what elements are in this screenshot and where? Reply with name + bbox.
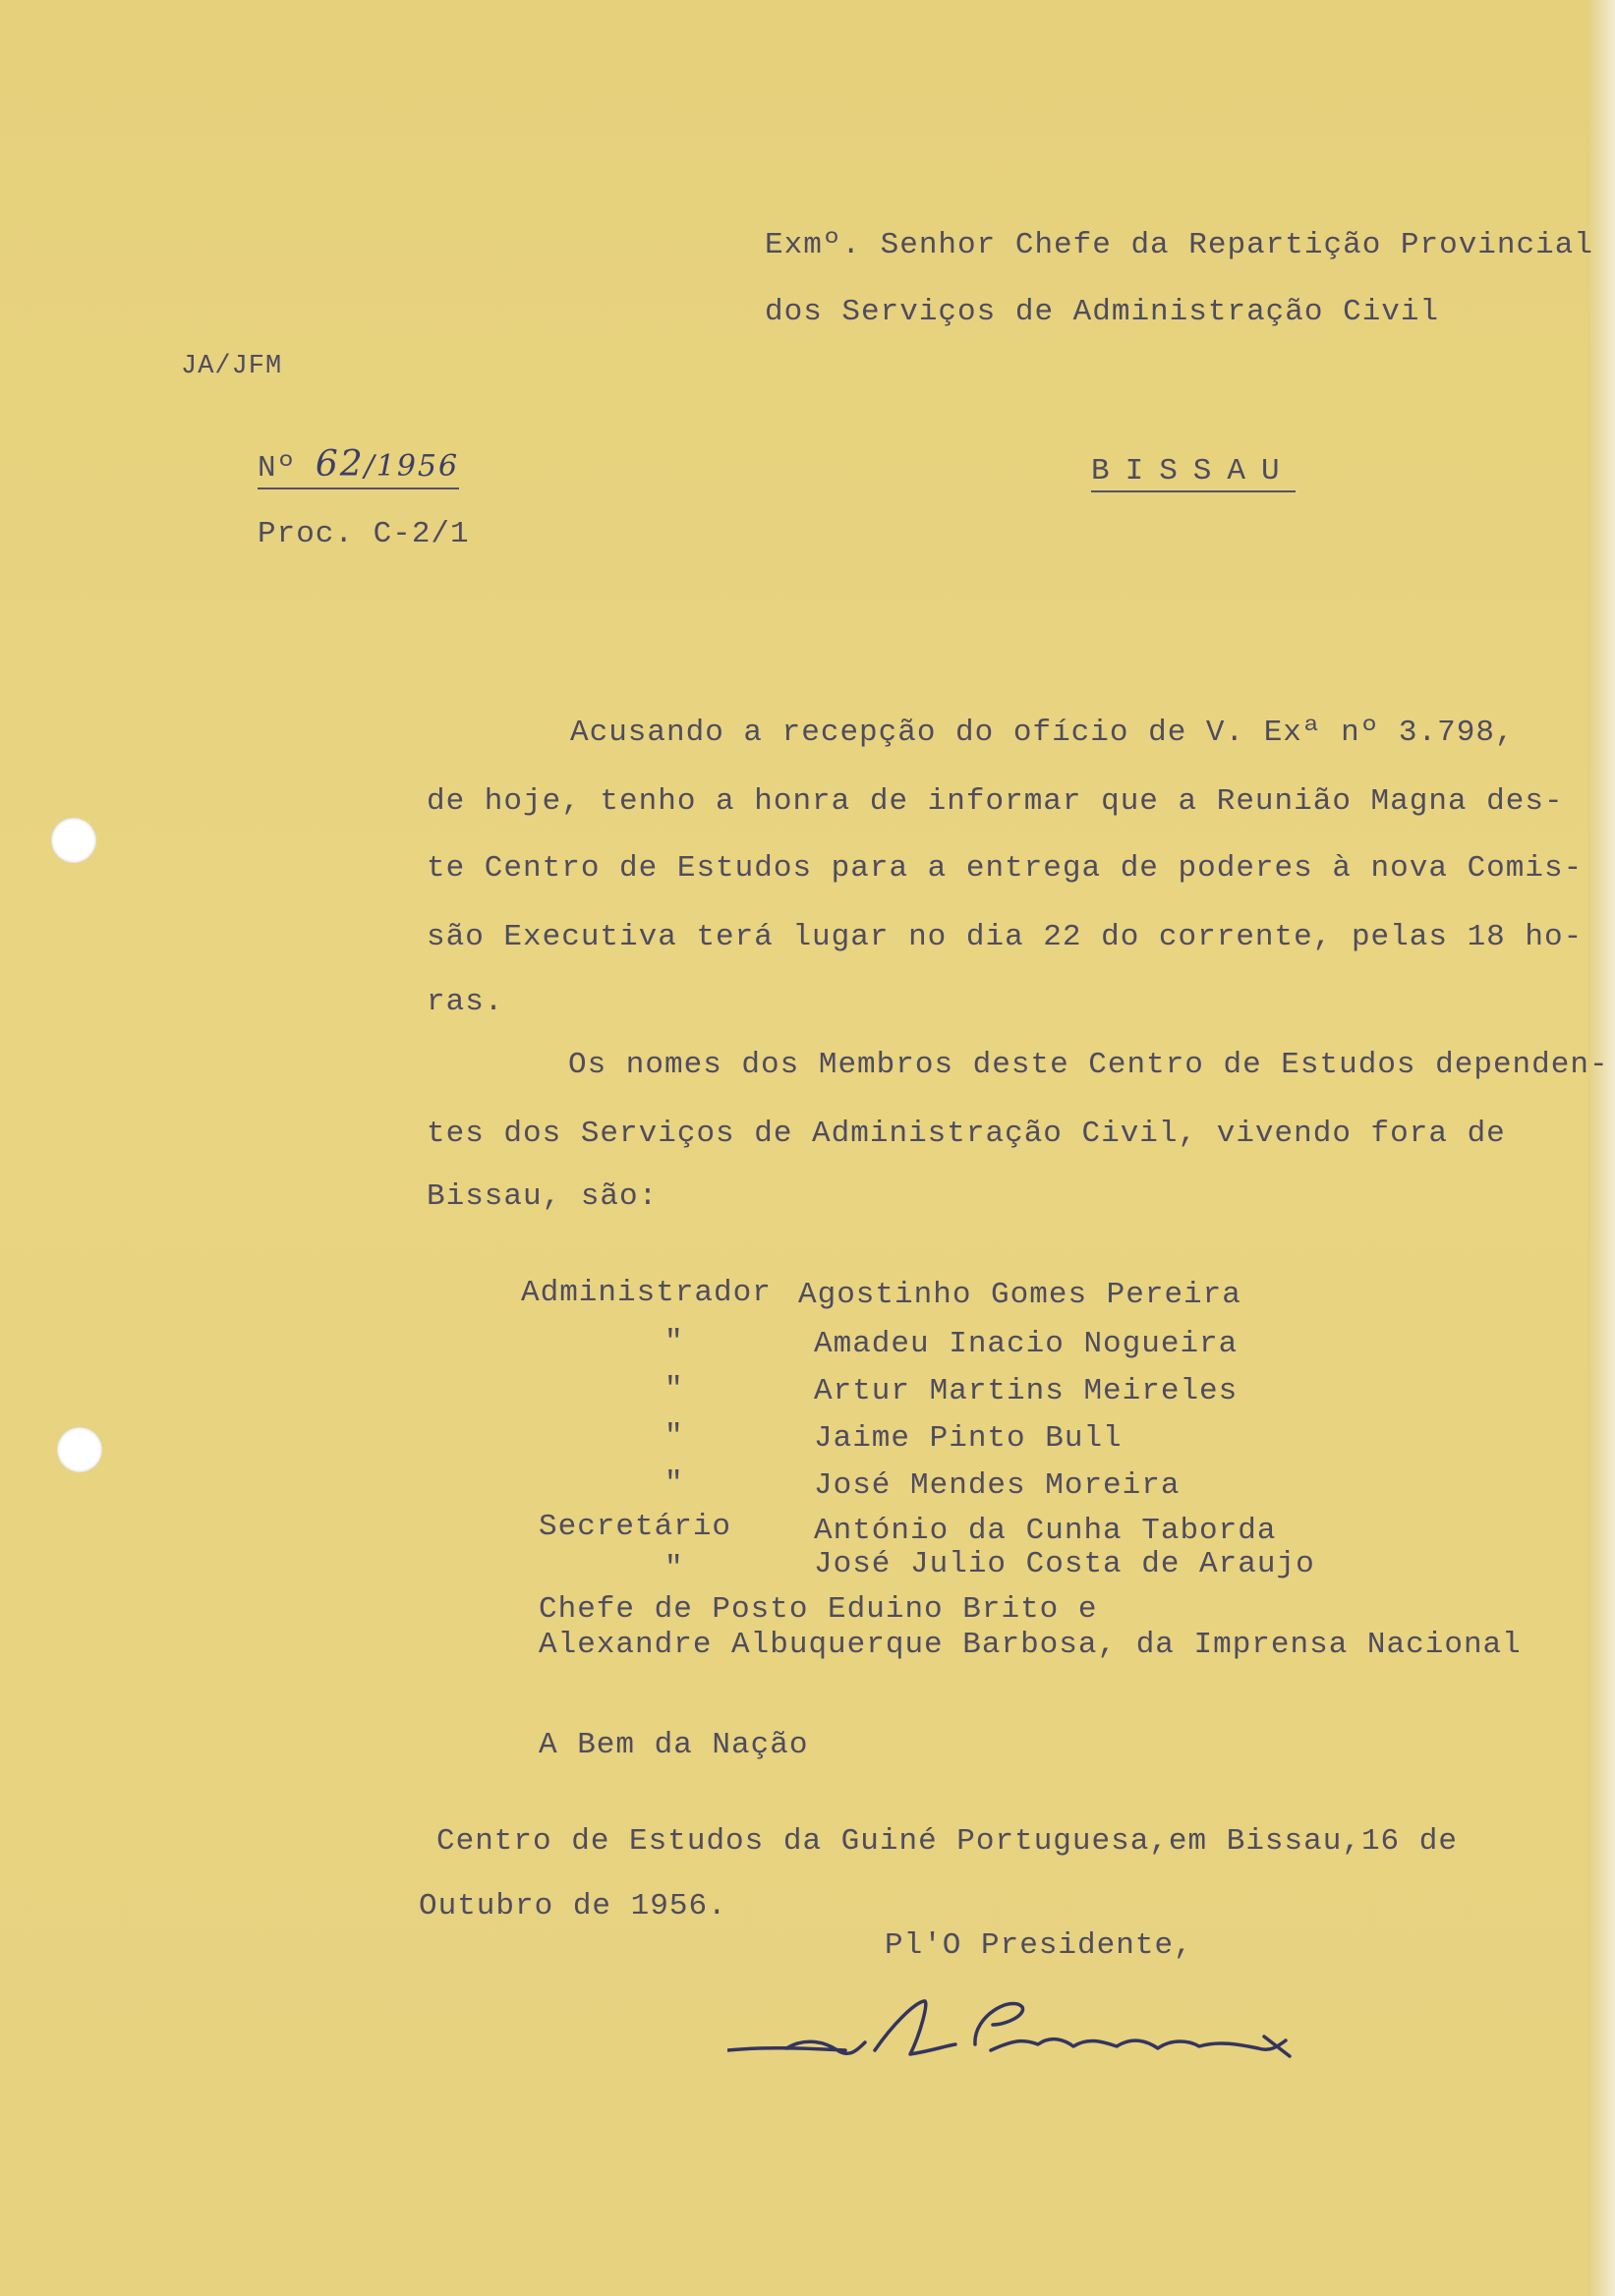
member-name: José Julio Costa de Araujo	[814, 1547, 1315, 1581]
number-handwritten: 62	[315, 444, 365, 485]
member-role: "	[664, 1325, 684, 1359]
number-year: /1956	[364, 449, 460, 484]
member-name: Jaime Pinto Bull	[814, 1421, 1123, 1456]
addressee-line-1: Exmº. Senhor Chefe da Repartição Provincial	[765, 228, 1593, 262]
number-prefix: Nº	[258, 451, 297, 486]
process-reference: Proc. C-2/1	[258, 517, 470, 551]
member-name: Artur Martins Meireles	[814, 1374, 1239, 1408]
page-edge	[1587, 0, 1615, 2296]
place-date-line-1: Centro de Estudos da Guiné Portuguesa,em Bissau,16 de	[436, 1824, 1458, 1859]
punch-hole-top	[51, 818, 96, 863]
reference-initials: JA/JFM	[181, 352, 283, 381]
handwritten-signature	[727, 1985, 1317, 2084]
paragraph-1-line-3: te Centro de Estudos para a entrega de poderes à nova Comis-	[427, 851, 1584, 886]
closing-salutation: A Bem da Nação	[539, 1728, 809, 1762]
document-number	[258, 444, 459, 489]
member-role: Secretário	[539, 1510, 732, 1544]
signer-title: Pl'O Presidente,	[885, 1928, 1193, 1963]
extra-member-line-1: Chefe de Posto Eduino Brito e	[539, 1592, 1098, 1627]
paragraph-1-line-2: de hoje, tenho a honra de informar que a Reunião Magna des-	[427, 784, 1564, 819]
paragraph-2-line-2: tes dos Serviços de Administração Civil, vivendo fora de	[427, 1117, 1506, 1151]
paragraph-2-line-3: Bissau, são:	[427, 1179, 659, 1214]
city-heading: BISSAU	[1091, 454, 1296, 492]
paragraph-2-line-1: Os nomes dos Membros deste Centro de Estudos dependen-	[568, 1048, 1609, 1082]
member-name: António da Cunha Taborda	[814, 1514, 1277, 1548]
extra-member-line-2: Alexandre Albuquerque Barbosa, da Imprensa Nacional	[539, 1628, 1522, 1662]
place-date-line-2: Outubro de 1956.	[419, 1889, 727, 1923]
paragraph-1-line-1: Acusando a recepção do ofício de V. Exª nº 3.798,	[570, 716, 1515, 750]
member-role: "	[664, 1551, 684, 1585]
member-name: Amadeu Inacio Nogueira	[814, 1327, 1239, 1361]
punch-hole-bottom	[57, 1427, 102, 1472]
member-name: Agostinho Gomes Pereira	[798, 1278, 1241, 1312]
member-role: Administrador	[521, 1276, 772, 1310]
member-role: "	[664, 1372, 684, 1406]
member-role: "	[664, 1466, 684, 1501]
member-role: "	[664, 1419, 684, 1454]
paragraph-1-line-5: ras.	[427, 985, 504, 1019]
paragraph-1-line-4: são Executiva terá lugar no dia 22 do corrente, pelas 18 ho-	[427, 920, 1584, 954]
member-name: José Mendes Moreira	[814, 1468, 1181, 1503]
addressee-line-2: dos Serviços de Administração Civil	[765, 295, 1440, 329]
